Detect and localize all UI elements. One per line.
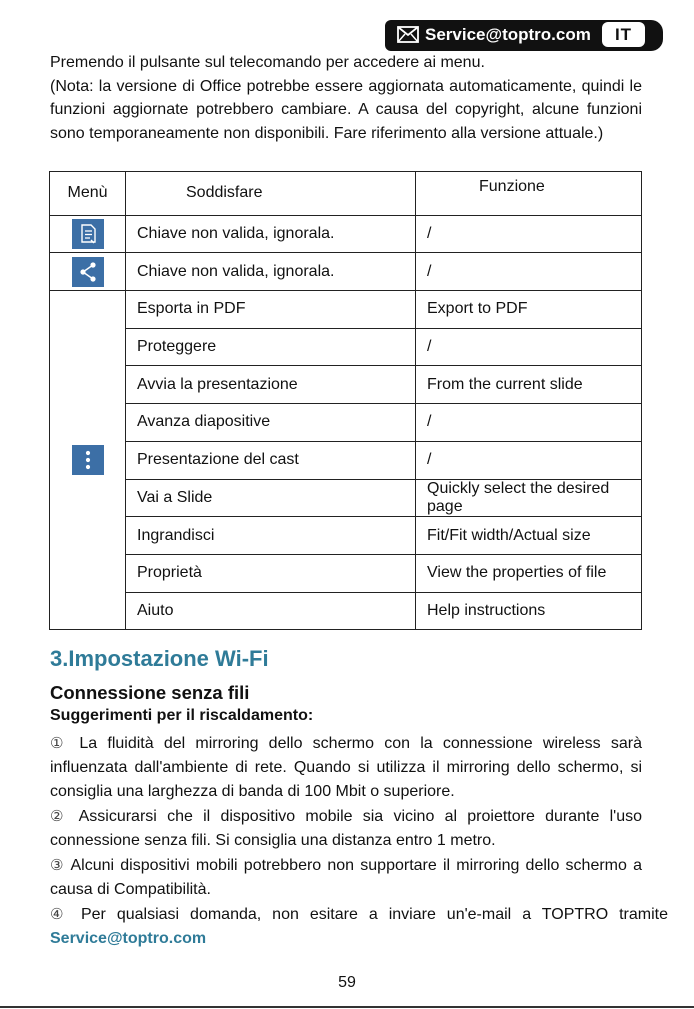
menu-icon-cell bbox=[50, 215, 126, 253]
soddisfare-cell: Avvia la presentazione bbox=[126, 366, 416, 404]
table-row bbox=[50, 366, 642, 404]
soddisfare-cell: Presentazione del cast bbox=[126, 441, 416, 479]
tip-number: ③ bbox=[50, 856, 66, 874]
intro-line: Premendo il pulsante sul telecomando per accedere ai menu. bbox=[50, 54, 485, 71]
tips-list bbox=[50, 731, 669, 951]
soddisfare-cell: Vai a Slide bbox=[126, 479, 416, 517]
funzione-cell: Fit/Fit width/Actual size bbox=[416, 517, 642, 555]
funzione-cell: Export to PDF bbox=[416, 291, 642, 329]
soddisfare-cell: Chiave non valida, ignorala. bbox=[126, 253, 416, 291]
table-row bbox=[50, 479, 642, 517]
header-funzione: Funzione bbox=[416, 172, 642, 216]
funzione-cell: / bbox=[416, 441, 642, 479]
funzione-cell: / bbox=[416, 253, 642, 291]
soddisfare-cell: Proprietà bbox=[126, 554, 416, 592]
tip-text: Assicurarsi che il dispositivo mobile sia vicino al proiettore durante l'uso connessione senza fili. Si consiglia una distanza entro 1 metro. bbox=[50, 808, 642, 849]
funzione-cell: / bbox=[416, 328, 642, 366]
support-email-link[interactable]: Service@toptro.com bbox=[50, 930, 207, 947]
menu-icon-cell bbox=[50, 253, 126, 291]
table-row bbox=[50, 328, 642, 366]
table-header-row bbox=[50, 172, 642, 216]
table-row bbox=[50, 592, 642, 630]
funzione-cell: View the properties of file bbox=[416, 554, 642, 592]
subsection-title: Connessione senza fili bbox=[50, 682, 250, 703]
more-vertical-icon bbox=[72, 445, 104, 475]
bottom-divider bbox=[0, 1006, 694, 1008]
soddisfare-cell: Ingrandisci bbox=[126, 517, 416, 555]
table-row bbox=[50, 253, 642, 291]
header-email: Service@toptro.com bbox=[425, 25, 591, 44]
funzione-cell: Quickly select the desired page bbox=[416, 479, 642, 517]
tip-number: ① bbox=[50, 734, 70, 752]
intro-note: (Nota: la versione di Office potrebbe essere aggiornata automaticamente, quindi le funzioni aggiornate potrebbero cambiare. A causa del copyright, alcune funzioni sono temporaneamente non disponibili. Fare riferimento alla versione attuale.) bbox=[50, 77, 642, 142]
tips-title: Suggerimenti per il riscaldamento: bbox=[50, 707, 314, 724]
tip-number: ④ bbox=[50, 905, 70, 923]
table-row bbox=[50, 404, 642, 442]
funzione-cell: / bbox=[416, 215, 642, 253]
share-icon bbox=[72, 257, 104, 287]
funzione-cell: Help instructions bbox=[416, 592, 642, 630]
tip-item bbox=[50, 804, 642, 853]
funzione-cell: From the current slide bbox=[416, 366, 642, 404]
soddisfare-cell: Avanza diapositive bbox=[126, 404, 416, 442]
tip-text: La fluidità del mirroring dello schermo con la connessione wireless sarà influenzata dall'ambiente di rete. Quando si utilizza il mirroring dello schermo, si consiglia una larghezza di banda di 100 Mbit o superiore. bbox=[50, 735, 643, 800]
table-row bbox=[50, 554, 642, 592]
header-soddisfare: Soddisfare bbox=[126, 172, 416, 216]
tip-text: Alcuni dispositivi mobili potrebbero non supportare il mirroring dello schermo a causa di Compatibilità. bbox=[50, 857, 642, 898]
intro-text bbox=[50, 51, 642, 145]
header-badge bbox=[385, 20, 663, 51]
table-row bbox=[50, 517, 642, 555]
menu-table bbox=[49, 171, 642, 630]
soddisfare-cell: Proteggere bbox=[126, 328, 416, 366]
language-badge: IT bbox=[602, 22, 645, 47]
soddisfare-cell: Aiuto bbox=[126, 592, 416, 630]
menu-icon-cell bbox=[50, 291, 126, 630]
table-row bbox=[50, 215, 642, 253]
funzione-cell: / bbox=[416, 404, 642, 442]
section-title: 3.Impostazione Wi-Fi bbox=[50, 646, 269, 671]
tip-item bbox=[50, 731, 642, 804]
tip-item bbox=[50, 853, 642, 902]
soddisfare-cell: Chiave non valida, ignorala. bbox=[126, 215, 416, 253]
tip-number: ② bbox=[50, 807, 70, 825]
header-menu: Menù bbox=[50, 172, 126, 216]
table-row bbox=[50, 291, 642, 329]
soddisfare-cell: Esporta in PDF bbox=[126, 291, 416, 329]
tip-item bbox=[50, 902, 668, 927]
document-icon bbox=[72, 219, 104, 249]
tip-text: Per qualsiasi domanda, non esitare a inviare un'e-mail a TOPTRO tramite bbox=[69, 906, 669, 923]
table-row bbox=[50, 441, 642, 479]
tip-link-line bbox=[50, 927, 642, 951]
page-number: 59 bbox=[338, 974, 356, 991]
mail-icon bbox=[397, 26, 419, 43]
